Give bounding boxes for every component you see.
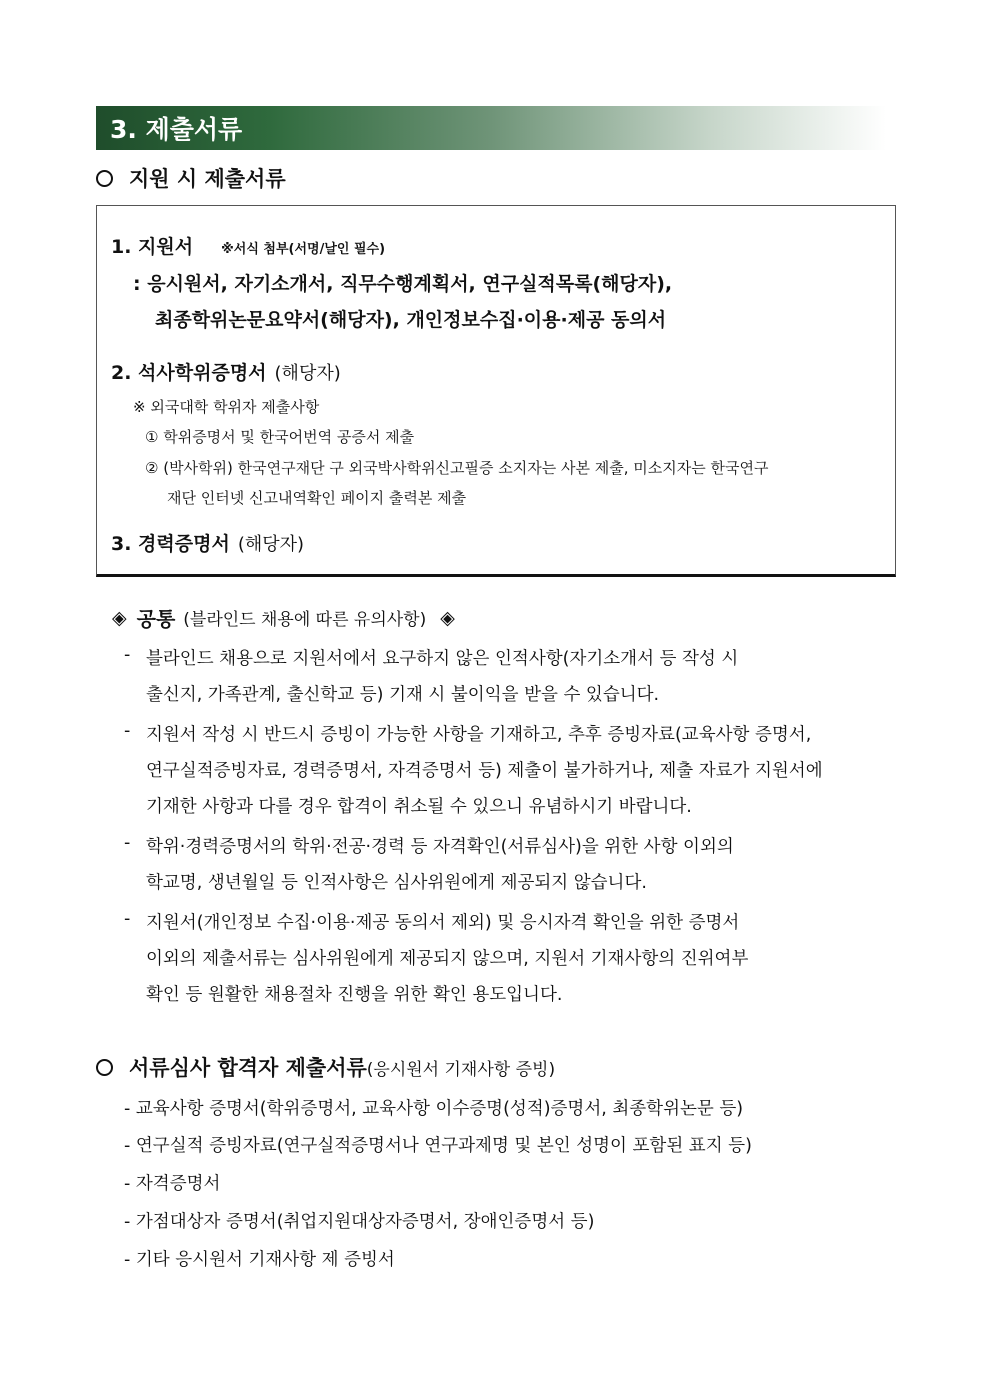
common-bullet-3-line-1: 학위·경력증명서의 학위·전공·경력 등 자격확인(서류심사)을 위한 사항 이외의 (146, 837, 734, 857)
item3-title: 3. 경력증명서 (111, 533, 230, 555)
common-bullet-3-line-2: 학교명, 생년월일 등 인적사항은 심사위원에게 제공되지 않습니다. (146, 873, 647, 893)
item2-note: ※ 외국대학 학위자 제출사항 (133, 398, 320, 416)
item2-sub1: ① 학위증명서 및 한국어번역 공증서 제출 (145, 428, 415, 446)
application-documents-box (96, 205, 896, 577)
section-title: 3. 제출서류 (110, 115, 243, 144)
common-title: 공통 (136, 607, 176, 631)
item2-sub2-line1: ② (박사학위) 한국연구재단 구 외국박사학위신고필증 소지자는 사본 제출, 미소지자는 한국연구 (145, 459, 769, 477)
list-item: - 연구실적 증빙자료(연구실적증명서나 연구과제명 및 본인 성명이 포함된 표지 등) (124, 1136, 752, 1156)
application-heading (96, 163, 286, 193)
item-application-form (111, 232, 385, 259)
circle-bullet-icon (96, 1059, 113, 1076)
passers-heading (96, 1052, 555, 1082)
list-item: - 기타 응시원서 기재사항 제 증빙서 (124, 1250, 395, 1270)
common-heading (112, 603, 455, 632)
common-bullet-1-line-2: 출신지, 가족관계, 출신학교 등) 기재 시 불이익을 받을 수 있습니다. (146, 685, 660, 705)
diamond-icon: ◈ (440, 606, 455, 629)
list-item: - 자격증명서 (124, 1174, 221, 1194)
passers-heading-suffix: (응시원서 기재사항 증빙) (366, 1059, 556, 1080)
common-subtitle: (블라인드 채용에 따른 유의사항) (183, 610, 427, 630)
diamond-icon: ◈ (112, 606, 127, 629)
item3-qualifier: (해당자) (237, 534, 305, 555)
item1-note: ※서식 첨부(서명/날인 필수) (221, 242, 386, 257)
item2-sub2-line2: 재단 인터넷 신고내역확인 페이지 출력본 제출 (167, 489, 467, 507)
common-bullet-4-line-3: 확인 등 원활한 채용절차 진행을 위한 확인 용도입니다. (146, 985, 563, 1005)
section-banner (96, 106, 886, 150)
application-heading-text: 지원 시 제출서류 (129, 167, 286, 191)
document-page: 3. 제출서류 지원 시 제출서류 1. 지원서 ※서식 첨부(서명/날인 필수) : 응시원서, 자기소개서, 직무수행계획서, 연구실적목록(해당자), 최종학위논문요약서(해당자), 개인정보수집·이용·제공 동의서 2. 석사학위증명서 (해당자) ※ 외국대학 학위자 제출사항 ① 학위증명서 및 한국어번역 공증서 제출 ② (박사학위) 한국연구재단 구 외국박사학위신고필증 소지자는 사본 제출, 미소지자는 한국연구 재단 인터넷 신고내역확인 페이지 출력본 제출 3. 경력증명서 (해당자) ◈ 공통 (블라인드 채용에 따른 유의사항) ◈ - 블라인드 채용으로 지원서에서 요구하지 않은 인적사항(자기소개서 등 작성 시 출신지, 가족관계, 출신학교 등) 기재 시 불이익을 받을 수 있습니다. - 지원서 작성 시 반드시 증빙이 가능한 사항을 기재하고, 추후 증빙자료(교육사항 증명서, 연구실적증빙자료, 경력증명서, 자격증명서 등) 제출이 불가하거나, 제출 자료가 지원서에 기재한 사항과 다를 경우 합격이 취소될 수 있으니 유념하시기 바랍니다. - 학위·경력증명서의 학위·전공·경력 등 자격확인(서류심사)을 위한 사항 이외의 학교명, 생년월일 등 인적사항은 심사위원에게 제공되지 않습니다. - 지원서(개인정보 수집·이용·제공 동의서 제외) 및 응시자격 확인을 위한 증명서 이외의 제출서류는 심사위원에게 제공되지 않으며, 지원서 기재사항의 진위여부 확인 등 원활한 채용절차 진행을 위한 확인 용도입니다. 서류심사 합격자 제출서류 (응시원서 기재사항 증빙) - 교육사항 증명서(학위증명서, 교육사항 이수증명(성적)증명서, 최종학위논문 등) - 연구실적 증빙자료(연구실적증명서나 연구과제명 및 본인 성명이 포함된 표지 등) - 자격증명서 - 가점대상자 증명서(취업지원대상자증명서, 장애인증명서 등) - 기타 응시원서 기재사항 제 증빙서 (0, 0, 990, 1400)
passers-heading-text: 서류심사 합격자 제출서류 (129, 1056, 367, 1080)
item-masters-certificate (111, 358, 341, 385)
common-bullet-2-line-2: 연구실적증빙자료, 경력증명서, 자격증명서 등) 제출이 불가하거나, 제출 자료가 지원서에 (146, 761, 823, 781)
item1-line1: : 응시원서, 자기소개서, 직무수행계획서, 연구실적목록(해당자), (133, 273, 673, 295)
item1-title: 1. 지원서 (111, 236, 194, 258)
item-career-certificate (111, 529, 304, 556)
common-bullet-1-line-1: 블라인드 채용으로 지원서에서 요구하지 않은 인적사항(자기소개서 등 작성 시 (146, 649, 739, 669)
item1-line2: 최종학위논문요약서(해당자), 개인정보수집·이용·제공 동의서 (155, 309, 667, 331)
list-item: - 교육사항 증명서(학위증명서, 교육사항 이수증명(성적)증명서, 최종학위논문 등) (124, 1099, 744, 1119)
common-bullet-4-line-2: 이외의 제출서류는 심사위원에게 제공되지 않으며, 지원서 기재사항의 진위여부 (146, 949, 749, 969)
common-bullet-4-line-1: 지원서(개인정보 수집·이용·제공 동의서 제외) 및 응시자격 확인을 위한 증명서 (146, 913, 740, 933)
item2-title: 2. 석사학위증명서 (111, 362, 267, 384)
circle-bullet-icon (96, 170, 113, 187)
list-item: - 가점대상자 증명서(취업지원대상자증명서, 장애인증명서 등) (124, 1212, 595, 1232)
common-bullet-2-line-3: 기재한 사항과 다를 경우 합격이 취소될 수 있으니 유념하시기 바랍니다. (146, 797, 692, 817)
item2-qualifier: (해당자) (274, 363, 341, 384)
common-bullet-2-line-1: 지원서 작성 시 반드시 증빙이 가능한 사항을 기재하고, 추후 증빙자료(교육사항 증명서, (146, 725, 812, 745)
